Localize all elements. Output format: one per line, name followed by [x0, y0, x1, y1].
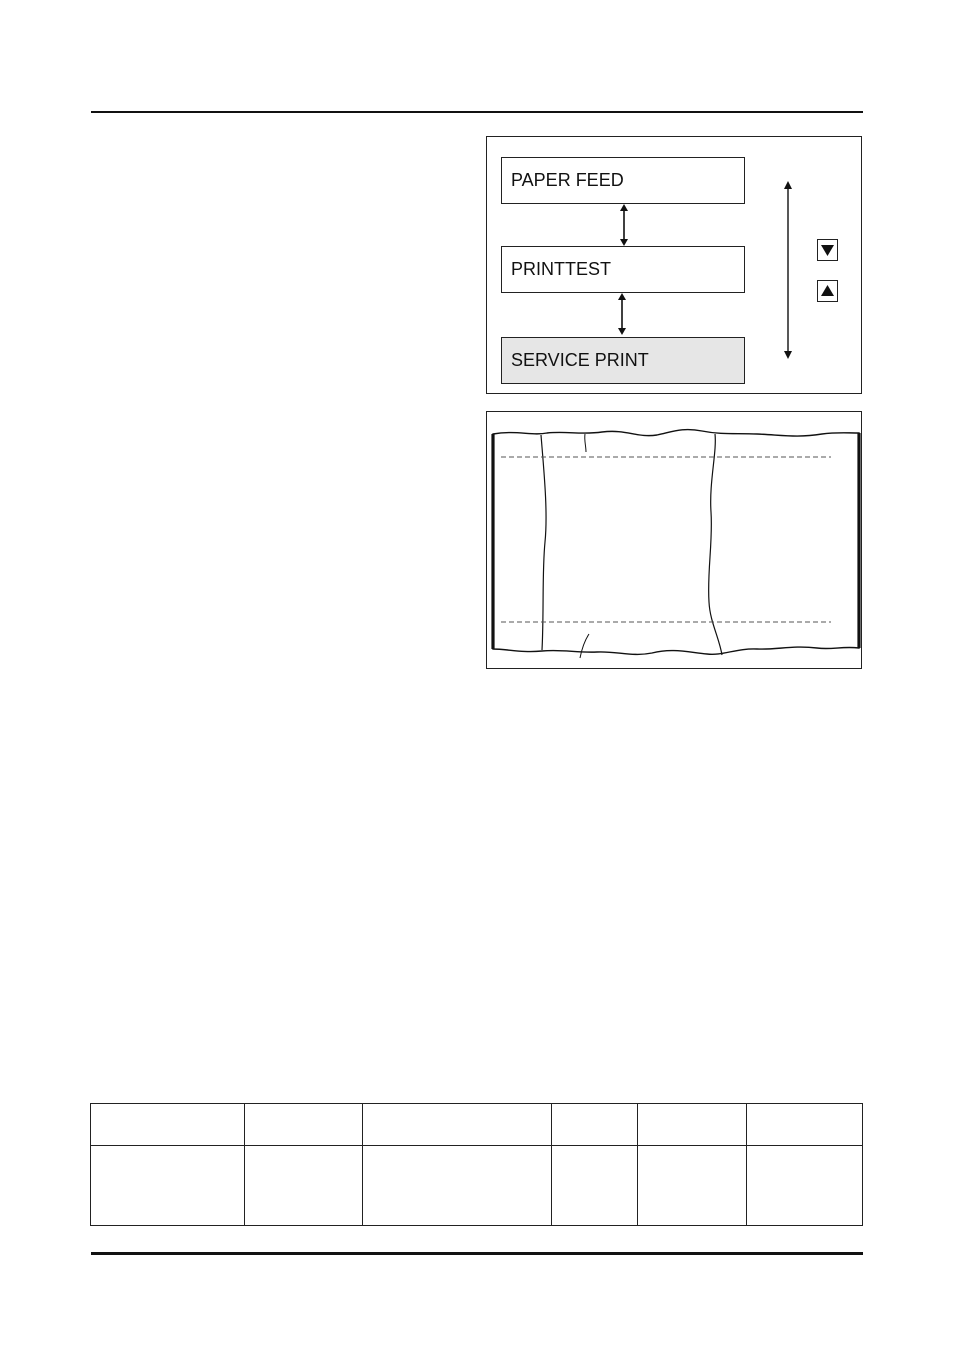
table-cell	[638, 1146, 747, 1226]
down-key[interactable]	[817, 239, 838, 261]
specification-table	[90, 1103, 863, 1226]
up-key[interactable]	[817, 280, 838, 302]
paper-strip-illustration	[487, 412, 861, 668]
table-cell	[552, 1104, 638, 1146]
footer-rule	[91, 1252, 863, 1255]
table-cell	[245, 1146, 363, 1226]
paper-strip-figure	[486, 411, 862, 669]
table-cell	[552, 1146, 638, 1226]
table-cell	[91, 1146, 245, 1226]
table-header-row	[91, 1104, 863, 1146]
menu-item-paper-feed[interactable]: PAPER FEED	[501, 157, 745, 204]
menu-item-printtest[interactable]: PRINTTEST	[501, 246, 745, 293]
up-triangle-icon	[818, 281, 837, 301]
table-cell	[638, 1104, 747, 1146]
table-cell	[91, 1104, 245, 1146]
table-cell	[747, 1146, 863, 1226]
scroll-range-arrow-icon	[784, 181, 792, 359]
tear-line-left	[541, 435, 546, 650]
table-cell	[245, 1104, 363, 1146]
double-arrow-icon	[618, 293, 626, 335]
double-arrow-icon	[620, 204, 628, 246]
tear-tick	[580, 634, 589, 658]
tear-tick	[585, 434, 586, 452]
header-rule	[91, 111, 863, 113]
table-row	[91, 1146, 863, 1226]
menu-item-service-print[interactable]: SERVICE PRINT	[501, 337, 745, 384]
menu-navigation-figure	[486, 136, 862, 394]
paper-outline	[493, 430, 859, 655]
table-cell	[363, 1146, 552, 1226]
table-cell	[363, 1104, 552, 1146]
table-cell	[747, 1104, 863, 1146]
menu-arrows	[487, 137, 861, 393]
down-triangle-icon	[818, 240, 837, 260]
